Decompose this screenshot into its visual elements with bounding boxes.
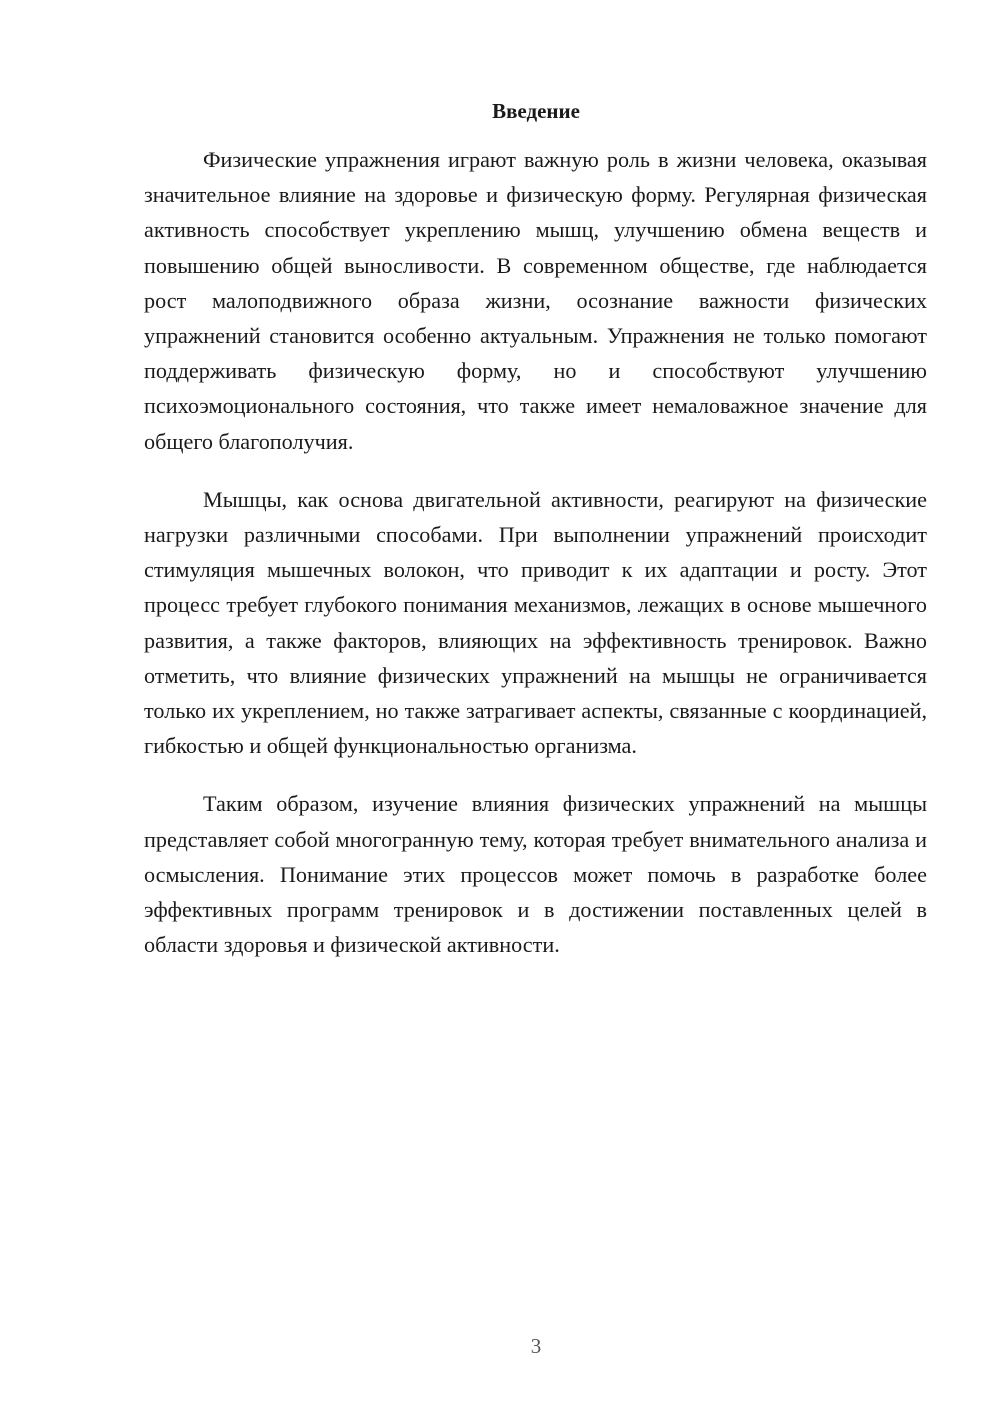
section-title: Введение — [492, 99, 580, 123]
body-text — [144, 142, 927, 985]
paragraph-1: Физические упражнения играют важную роль в жизни человека, оказывая значительное влияние на здоровье и физическую форму. Регулярная физическая активность способствует укреплению мышц, улучшению обмена веществ и повышению общей выносливости. В современном обществе, где наблюдается рост малоподвижного образа жизни, осознание важности физических упражнений становится особенно актуальным. Упражнения не только помогают поддерживать физическую форму, но и способствуют улучшению психоэмоционального состояния, что также имеет немаловажное значение для общего благополучия. — [144, 147, 927, 454]
paragraph-2: Мышцы, как основа двигательной активности, реагируют на физические нагрузки различными способами. При выполнении упражнений происходит стимуляция мышечных волокон, что приводит к их адаптации и росту. Этот процесс требует глубокого понимания механизмов, лежащих в основе мышечного развития, а также факторов, влияющих на эффективность тренировок. Важно отметить, что влияние физических упражнений на мышцы не ограничивается только их укреплением, но также затрагивает аспекты, связанные с координацией, гибкостью и общей функциональностью организма. — [144, 486, 927, 759]
paragraph-3: Таким образом, изучение влияния физических упражнений на мышцы представляет собой многогранную тему, которая требует внимательного анализа и осмысления. Понимание этих процессов может помочь в разработке более эффективных программ тренировок и в достижении поставленных целей в области здоровья и физической активности. — [144, 791, 927, 958]
page-number: 3 — [530, 1334, 542, 1358]
